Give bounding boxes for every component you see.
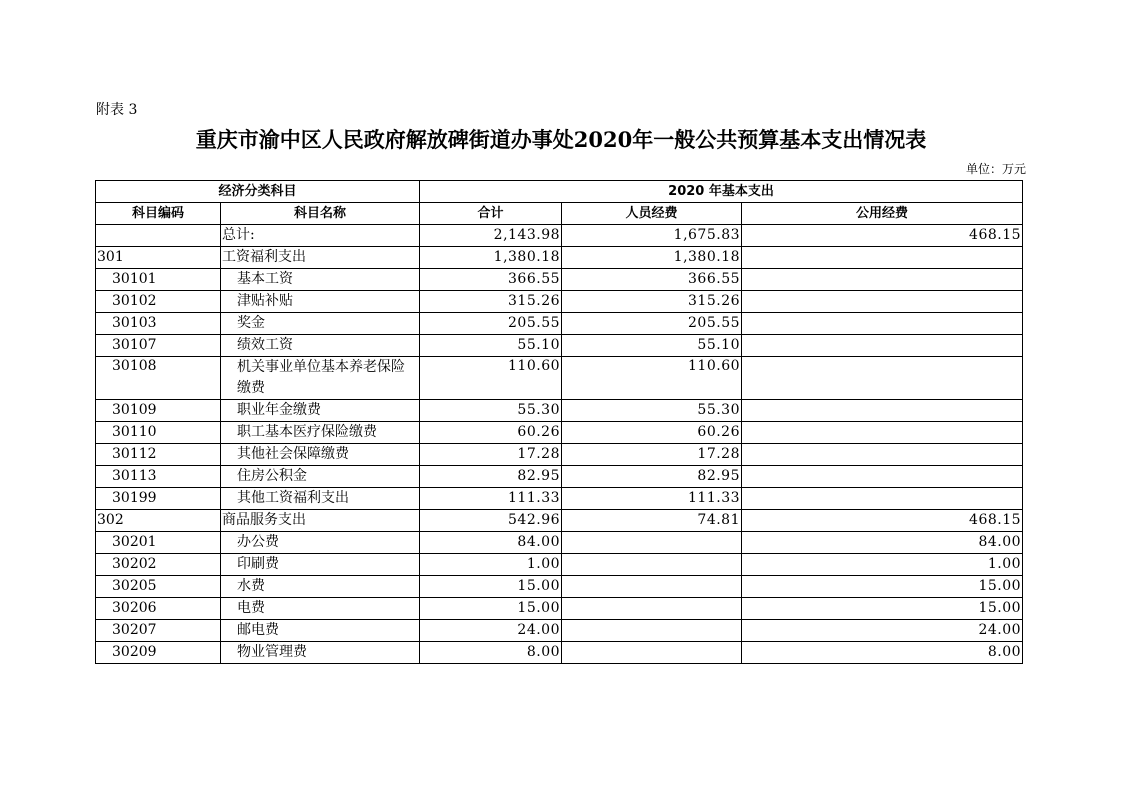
cell-total: 111.33	[420, 488, 562, 510]
cell-public: 8.00	[742, 642, 1023, 664]
cell-total: 55.30	[420, 400, 562, 422]
cell-code: 30103	[96, 313, 221, 335]
cell-name: 其他社会保障缴费	[221, 444, 420, 466]
cell-total: 366.55	[420, 269, 562, 291]
cell-public: 24.00	[742, 620, 1023, 642]
cell-code: 30102	[96, 291, 221, 313]
cell-public	[742, 247, 1023, 269]
cell-personnel: 205.55	[562, 313, 742, 335]
cell-name: 商品服务支出	[221, 510, 420, 532]
cell-public: 15.00	[742, 576, 1023, 598]
page-title: 重庆市渝中区人民政府解放碑街道办事处2020年一般公共预算基本支出情况表	[195, 127, 927, 152]
header-code: 科目编码	[96, 203, 221, 225]
cell-personnel: 111.33	[562, 488, 742, 510]
table-row	[96, 466, 1023, 488]
cell-personnel: 60.26	[562, 422, 742, 444]
cell-personnel: 55.10	[562, 335, 742, 357]
cell-code: 30112	[96, 444, 221, 466]
cell-public	[742, 488, 1023, 510]
cell-total: 8.00	[420, 642, 562, 664]
cell-personnel: 55.30	[562, 400, 742, 422]
cell-total: 15.00	[420, 598, 562, 620]
table-row	[96, 313, 1023, 335]
cell-name: 基本工资	[221, 269, 420, 291]
cell-public	[742, 357, 1023, 400]
cell-name: 总计:	[221, 225, 420, 247]
cell-personnel	[562, 642, 742, 664]
cell-name: 职业年金缴费	[221, 400, 420, 422]
cell-name: 水费	[221, 576, 420, 598]
cell-code: 302	[96, 510, 221, 532]
cell-public: 84.00	[742, 532, 1023, 554]
column-header-row	[96, 203, 1023, 225]
cell-total: 205.55	[420, 313, 562, 335]
cell-code: 30202	[96, 554, 221, 576]
cell-public: 468.15	[742, 510, 1023, 532]
table-row	[96, 444, 1023, 466]
cell-code: 30110	[96, 422, 221, 444]
table-body	[96, 225, 1023, 664]
cell-personnel	[562, 532, 742, 554]
cell-public	[742, 422, 1023, 444]
cell-personnel: 1,675.83	[562, 225, 742, 247]
cell-total: 542.96	[420, 510, 562, 532]
header-expenditure: 2020 年基本支出	[420, 181, 1023, 203]
table-row	[96, 642, 1023, 664]
cell-name: 办公费	[221, 532, 420, 554]
cell-public	[742, 291, 1023, 313]
cell-code: 301	[96, 247, 221, 269]
header-total: 合计	[420, 203, 562, 225]
cell-code: 30199	[96, 488, 221, 510]
cell-personnel	[562, 554, 742, 576]
header-name: 科目名称	[221, 203, 420, 225]
table-row	[96, 269, 1023, 291]
cell-personnel: 74.81	[562, 510, 742, 532]
cell-personnel	[562, 576, 742, 598]
cell-personnel: 82.95	[562, 466, 742, 488]
cell-total: 2,143.98	[420, 225, 562, 247]
cell-name: 津贴补贴	[221, 291, 420, 313]
cell-personnel	[562, 620, 742, 642]
cell-personnel: 315.26	[562, 291, 742, 313]
cell-total: 15.00	[420, 576, 562, 598]
cell-total: 84.00	[420, 532, 562, 554]
header-public: 公用经费	[742, 203, 1023, 225]
group-header-row	[96, 181, 1023, 203]
table-row	[96, 357, 1023, 400]
cell-name: 奖金	[221, 313, 420, 335]
cell-personnel: 366.55	[562, 269, 742, 291]
cell-public: 15.00	[742, 598, 1023, 620]
cell-public: 468.15	[742, 225, 1023, 247]
cell-code: 30101	[96, 269, 221, 291]
cell-personnel	[562, 598, 742, 620]
cell-total: 315.26	[420, 291, 562, 313]
cell-code	[96, 225, 221, 247]
table-row	[96, 510, 1023, 532]
table-row	[96, 225, 1023, 247]
cell-public	[742, 335, 1023, 357]
cell-personnel: 110.60	[562, 357, 742, 400]
cell-total: 110.60	[420, 357, 562, 400]
cell-name: 其他工资福利支出	[221, 488, 420, 510]
cell-name: 工资福利支出	[221, 247, 420, 269]
cell-code: 30109	[96, 400, 221, 422]
cell-total: 1,380.18	[420, 247, 562, 269]
table-row	[96, 247, 1023, 269]
cell-name: 邮电费	[221, 620, 420, 642]
cell-code: 30108	[96, 357, 221, 400]
cell-personnel: 1,380.18	[562, 247, 742, 269]
unit-label: 单位：万元	[965, 162, 1026, 176]
table-row	[96, 400, 1023, 422]
cell-code: 30201	[96, 532, 221, 554]
cell-public: 1.00	[742, 554, 1023, 576]
cell-public	[742, 444, 1023, 466]
header-classification: 经济分类科目	[96, 181, 420, 203]
cell-name: 印刷费	[221, 554, 420, 576]
cell-code: 30205	[96, 576, 221, 598]
cell-total: 82.95	[420, 466, 562, 488]
appendix-label: 附表 3	[96, 102, 138, 118]
table-row	[96, 335, 1023, 357]
table-row	[96, 598, 1023, 620]
table-row	[96, 291, 1023, 313]
table-row	[96, 554, 1023, 576]
table-row	[96, 576, 1023, 598]
cell-public	[742, 313, 1023, 335]
cell-code: 30113	[96, 466, 221, 488]
cell-personnel: 17.28	[562, 444, 742, 466]
cell-name: 机关事业单位基本养老保险缴费	[221, 357, 420, 400]
cell-total: 60.26	[420, 422, 562, 444]
cell-total: 24.00	[420, 620, 562, 642]
budget-table	[95, 180, 1023, 664]
cell-code: 30206	[96, 598, 221, 620]
cell-name: 住房公积金	[221, 466, 420, 488]
cell-code: 30209	[96, 642, 221, 664]
cell-public	[742, 400, 1023, 422]
cell-public	[742, 269, 1023, 291]
table-row	[96, 532, 1023, 554]
cell-name: 物业管理费	[221, 642, 420, 664]
table-row	[96, 488, 1023, 510]
cell-name: 电费	[221, 598, 420, 620]
cell-name: 绩效工资	[221, 335, 420, 357]
table-row	[96, 620, 1023, 642]
cell-total: 55.10	[420, 335, 562, 357]
header-personnel: 人员经费	[562, 203, 742, 225]
cell-code: 30207	[96, 620, 221, 642]
table-row	[96, 422, 1023, 444]
cell-name: 职工基本医疗保险缴费	[221, 422, 420, 444]
cell-total: 17.28	[420, 444, 562, 466]
cell-code: 30107	[96, 335, 221, 357]
cell-public	[742, 466, 1023, 488]
cell-total: 1.00	[420, 554, 562, 576]
